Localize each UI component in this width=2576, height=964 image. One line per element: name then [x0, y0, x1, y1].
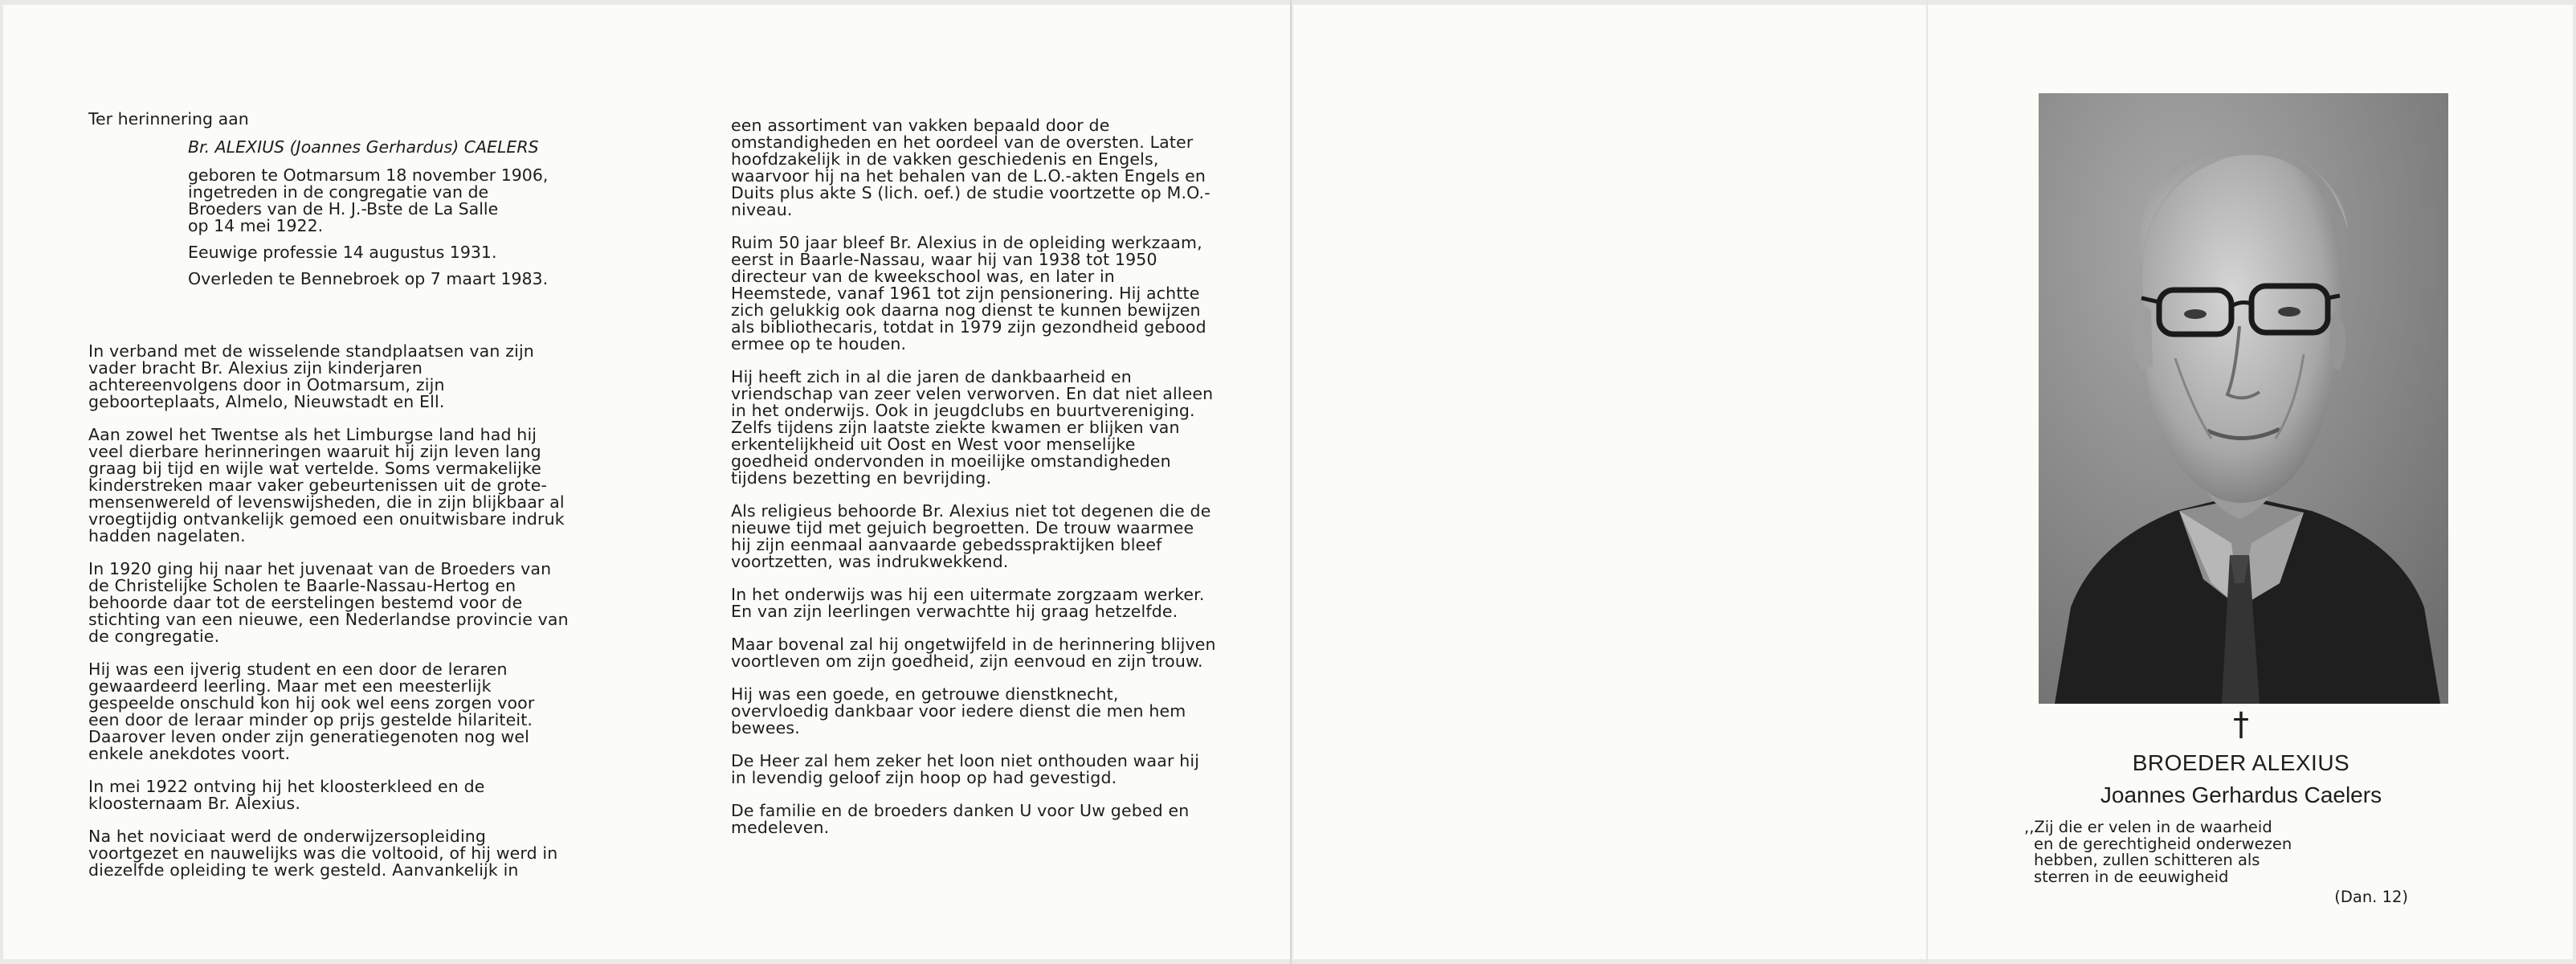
birth-line: geboren te Ootmarsum 18 november 1906, — [188, 165, 549, 185]
paragraph: Als religieus behoorde Br. Alexius niet tot degenen die de nieuwe tijd met gejuich begroetten. De trouw waarmee hij zijn eenmaal aanvaarde gebedsspraktijken bleef voortzetten, was indrukwekkend. — [731, 501, 1211, 571]
paragraph: een assortiment van vakken bepaald door de omstandigheden en het oordeel van de oversten. Later hoofdzakelijk in de vakken geschiedenis en Engels, waarvoor hij na het behalen van de L.O.-akten Engels en Duits plus akte S (lich. oef.) de studie voortzette op M.O.-niveau. — [731, 116, 1210, 219]
paragraph: Hij was een goede, en getrouwe dienstknecht, overvloedig dankbaar voor iedere dienst die men hem bewees. — [731, 684, 1186, 737]
death-date: Overleden te Bennebroek op 7 maart 1983. — [188, 269, 549, 288]
cross-icon: † — [2233, 706, 2249, 743]
paragraph: In het onderwijs was hij een uitermate zorgzaam werker. En van zijn leerlingen verwachtte hij graag hetzelfde. — [731, 585, 1205, 621]
paragraph: De Heer zal hem zeker het loon niet onthouden waar hij in levendig geloof zijn hoop op had gevestigd. — [731, 751, 1200, 787]
quote-line: hebben, zullen schitteren als — [2034, 851, 2260, 869]
card-title: BROEDER ALEXIUS — [2132, 750, 2350, 775]
bible-reference: (Dan. 12) — [2334, 888, 2408, 906]
paragraph: In mei 1922 ontving hij het kloosterkleed en de kloosternaam Br. Alexius. — [88, 777, 485, 813]
profession-date: Eeuwige professie 14 augustus 1931. — [188, 243, 497, 262]
paragraph: In verband met de wisselende standplaatsen van zijn vader bracht Br. Alexius zijn kinderjaren achtereenvolgens door in Ootmarsum, zijn geboorteplaats, Almelo, Nieuwstadt en Ell. — [88, 341, 534, 411]
birth-line: op 14 mei 1922. — [188, 216, 324, 235]
birth-details — [188, 167, 586, 235]
fold-divider — [1926, 0, 1928, 964]
portrait-photo — [2039, 93, 2448, 704]
paragraph: Hij heeft zich in al die jaren de dankbaarheid en vriendschap van zeer velen verworven. En dat niet alleen in het onderwijs. Ook in jeugdclubs en buurtvereniging. Zelfs tijdens zijn laatste ziekte kwamen er blijken van erkentelijkheid uit Oost en West voor menselijke goedheid ondervonden in moeilijke omstandigheden tijdens bezetting en bevrijding. — [731, 367, 1214, 488]
page-back-cover — [1293, 5, 1928, 959]
biography-column-2 — [731, 117, 1217, 852]
biography-column-1 — [88, 343, 570, 895]
quote-line: en de gerechtigheid onderwezen — [2034, 834, 2292, 853]
paragraph: In 1920 ging hij naar het juvenaat van de Broeders van de Christelijke Scholen te Baarle-Nassau-Hertog en behoorde daar tot de eerstelingen bestemd voor de stichting van een nieuwe, een Nederlandse provincie van de congregatie. — [88, 559, 569, 646]
intro-heading: Ter herinnering aan — [88, 109, 249, 129]
birth-line: ingetreden in de congregatie van de — [188, 182, 489, 202]
fold-divider — [1290, 0, 1292, 964]
paragraph: Maar bovenal zal hij ongetwijfeld in de herinnering blijven voortleven om zijn goedheid, zijn eenvoud en zijn trouw. — [731, 635, 1216, 671]
paragraph: Hij was een ijverig student en een door de leraren gewaardeerd leerling. Maar met een meesterlijk gespeelde onschuld kon hij ook wel eens zorgen voor een door de leraar minder op prijs gestelde hilariteit. Daarover leven onder zijn generatiegenoten nog wel enkele anekdotes voort. — [88, 660, 535, 763]
bible-quote — [2024, 818, 2292, 886]
birth-line: Broeders van de H. J.-Bste de La Salle — [188, 199, 499, 219]
paragraph: Aan zowel het Twentse als het Limburgse land had hij veel dierbare herinneringen waaruit hij zijn leven lang graag bij tijd en wijle wat vertelde. Soms vermakelijke kinderstreken maar vaker gebeurtenissen uit de grote-mensenwereld of levenswijsheden, die in zijn blijkbaar al vroegtijdig ontvankelijk gemoed een onuitwisbare indruk hadden nagelaten. — [88, 425, 565, 545]
memorial-intro — [88, 111, 586, 297]
paragraph: Na het noviciaat werd de onderwijzersopleiding voortgezet en nauwelijks was die voltooid, of hij werd in diezelfde opleiding te werk gesteld. Aanvankelijk in — [88, 827, 558, 880]
paragraph: De familie en de broeders danken U voor Uw gebed en medeleven. — [731, 801, 1190, 837]
quote-line: ,,Zij die er velen in de waarheid — [2024, 818, 2272, 836]
paragraph: Ruim 50 jaar bleef Br. Alexius in de opleiding werkzaam, eerst in Baarle-Nassau, waar hij van 1938 tot 1950 directeur van de kweekschool was, en later in Heemstede, vanaf 1961 tot zijn pensionering. Hij achtte zich gelukkig ook daarna nog dienst te kunnen bewijzen als bibliothecaris, totdat in 1979 zijn gezondheid gebood ermee op te houden. — [731, 233, 1206, 353]
quote-line: sterren in de eeuwigheid — [2034, 867, 2229, 886]
card-full-name: Joannes Gerhardus Caelers — [2100, 782, 2382, 807]
deceased-name: Br. ALEXIUS (Joannes Gerhardus) CAELERS — [188, 137, 539, 157]
